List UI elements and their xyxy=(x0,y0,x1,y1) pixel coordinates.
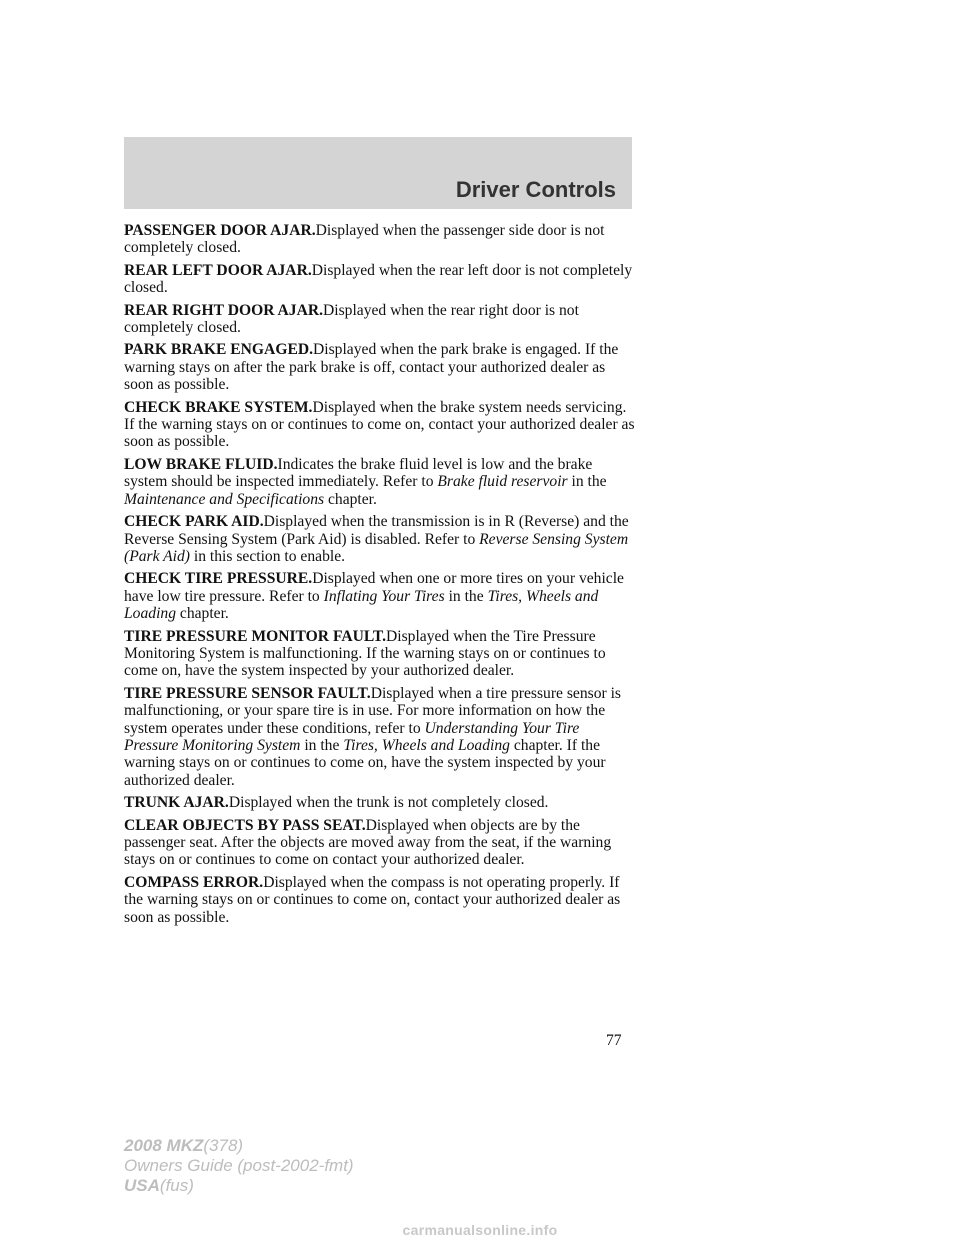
message-term: REAR LEFT DOOR AJAR. xyxy=(124,261,312,279)
message-term: REAR RIGHT DOOR AJAR. xyxy=(124,301,323,319)
cross-reference: Brake fluid reservoir xyxy=(437,473,568,491)
cross-reference: Reverse Sensing System (Park Aid) xyxy=(124,530,629,565)
footer-line-model xyxy=(124,1136,354,1156)
message-entry xyxy=(124,302,636,337)
message-description: Displayed when one or more tires on your vehicle have low tire pressure. Refer to xyxy=(124,570,624,605)
message-description: in the xyxy=(300,736,344,754)
footer-market: USA xyxy=(124,1176,160,1195)
cross-reference: Tires, Wheels and Loading xyxy=(343,736,510,754)
footer-model: 2008 MKZ xyxy=(124,1136,204,1155)
message-description: Displayed when the park brake is engaged. If the warning stays on after the park brake is off, contact your authorized dealer as soon as possible. xyxy=(124,341,619,394)
message-entry xyxy=(124,794,636,811)
message-entry xyxy=(124,685,636,789)
message-description: chapter. If the warning stays on or continues to come on, have the system inspected by your authorized dealer. xyxy=(124,736,606,789)
message-description: in the xyxy=(444,587,488,605)
message-description: in the xyxy=(567,473,607,491)
message-term: CLEAR OBJECTS BY PASS SEAT. xyxy=(124,816,366,834)
message-description: Indicates the brake fluid level is low and the brake system should be inspected immediately. Refer to xyxy=(124,455,593,491)
message-description: Displayed when the rear left door is not completely closed. xyxy=(124,261,633,297)
message-description: chapter. xyxy=(324,490,377,508)
footer-line-market xyxy=(124,1176,354,1196)
message-description: Displayed when the Tire Pressure Monitoring System is malfunctioning. If the warning stays on or continues to come on, have the system inspected by your authorized dealer. xyxy=(124,627,606,680)
section-title: Driver Controls xyxy=(455,177,616,202)
message-description: Displayed when the passenger side door is not completely closed. xyxy=(124,222,605,257)
section-header-band xyxy=(124,137,632,209)
cross-reference: Understanding Your Tire Pressure Monitoring System xyxy=(124,719,580,754)
message-term: CHECK BRAKE SYSTEM. xyxy=(124,398,313,416)
footer-model-code: (378) xyxy=(203,1136,244,1155)
message-description: Displayed when the trunk is not completely closed. xyxy=(228,794,549,812)
document-footer xyxy=(124,1136,354,1196)
message-entry xyxy=(124,456,636,508)
message-entry xyxy=(124,513,636,565)
message-description: chapter. xyxy=(176,605,229,623)
message-description: Displayed when the transmission is in R (Reverse) and the Reverse Sensing System (Park Aid) is disabled. Refer to xyxy=(124,513,629,548)
message-description: Displayed when objects are by the passenger seat. After the objects are moved away from the seat, if the warning stays on or continues to come on contact your authorized dealer. xyxy=(124,816,612,869)
warning-message-list xyxy=(124,222,636,931)
cross-reference: Inflating Your Tires xyxy=(323,587,445,605)
message-description: Displayed when a tire pressure sensor is malfunctioning, or your spare tire is in use. For more information on how the system operates under these conditions, refer to xyxy=(124,684,621,737)
message-term: TIRE PRESSURE MONITOR FAULT. xyxy=(124,627,386,645)
message-entry xyxy=(124,341,636,393)
message-term: COMPASS ERROR. xyxy=(124,873,264,891)
message-term: PARK BRAKE ENGAGED. xyxy=(124,341,314,359)
message-description: in this section to enable. xyxy=(189,547,346,565)
watermark-text: carmanualsonline.info xyxy=(402,1222,558,1238)
footer-market-code: (fus) xyxy=(159,1176,194,1195)
message-entry xyxy=(124,262,636,297)
message-entry xyxy=(124,570,636,622)
footer-line-guide: Owners Guide (post-2002-fmt) xyxy=(124,1156,354,1175)
message-term: CHECK TIRE PRESSURE. xyxy=(124,570,313,588)
message-entry xyxy=(124,399,636,451)
message-description: Displayed when the compass is not operating properly. If the warning stays on or continues to come on, contact your authorized dealer as soon as possible. xyxy=(124,873,621,926)
page-number: 77 xyxy=(606,1032,622,1049)
message-description: Displayed when the rear right door is not completely closed. xyxy=(124,301,579,337)
message-entry xyxy=(124,817,636,869)
cross-reference: Tires, Wheels and Loading xyxy=(124,587,599,623)
message-term: LOW BRAKE FLUID. xyxy=(124,455,278,473)
message-term: CHECK PARK AID. xyxy=(124,513,264,531)
message-entry xyxy=(124,222,636,257)
message-term: PASSENGER DOOR AJAR. xyxy=(124,222,316,239)
message-term: TIRE PRESSURE SENSOR FAULT. xyxy=(124,684,371,702)
cross-reference: Maintenance and Specifications xyxy=(124,490,325,508)
message-entry xyxy=(124,874,636,926)
message-term: TRUNK AJAR. xyxy=(124,794,229,812)
message-entry xyxy=(124,628,636,680)
message-description: Displayed when the brake system needs servicing. If the warning stays on or continues to come on, contact your authorized dealer as soon as possible. xyxy=(124,398,635,451)
